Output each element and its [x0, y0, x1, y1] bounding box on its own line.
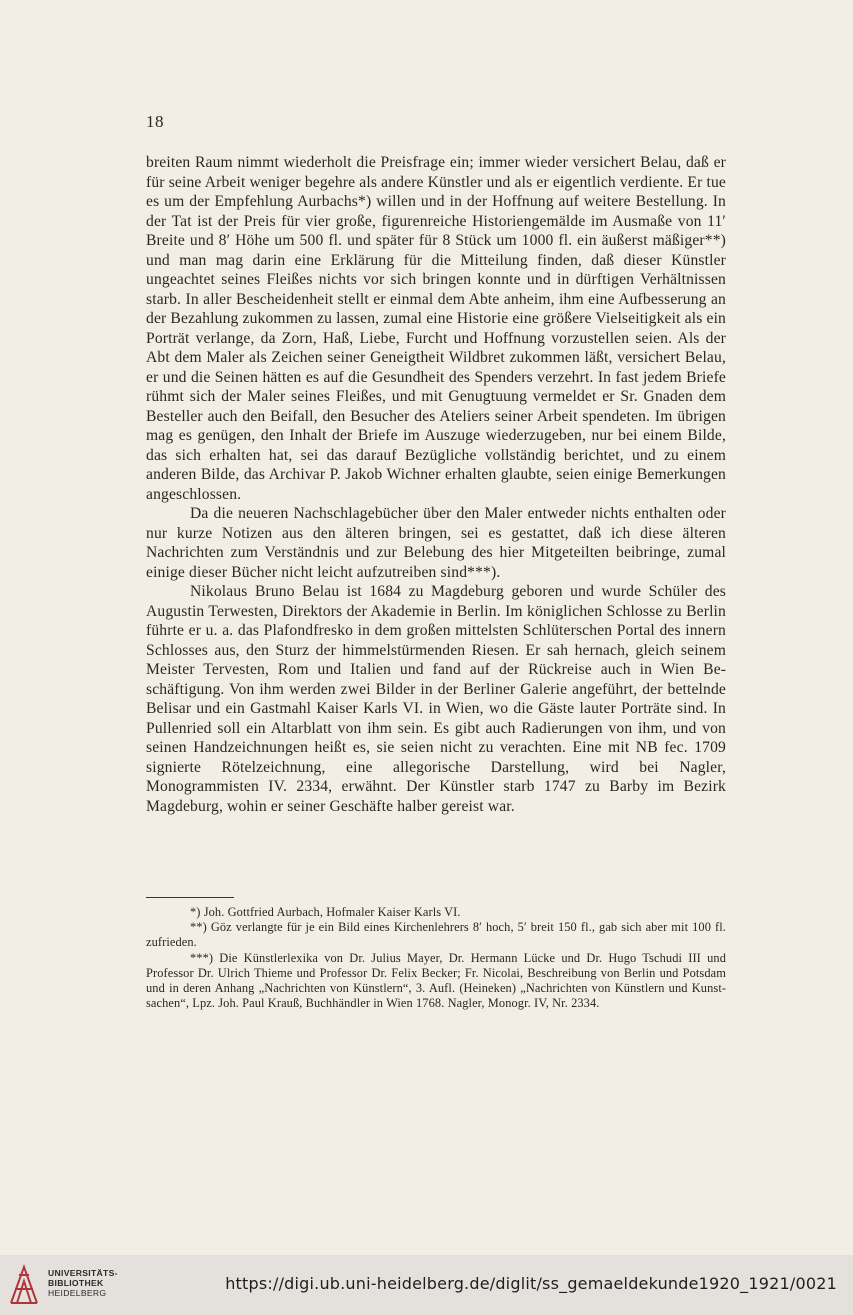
footnotes	[146, 905, 726, 1011]
footnote-3: ***) Die Künstlerlexika von Dr. Julius Mayer, Dr. Hermann Lücke und Dr. Hugo Tschudi III und Professor Dr. Ulrich Thieme und Professor Dr. Felix Becker; Fr. Nicolai, Beschreibung von Berlin und Potsdam und in deren Anhang „Nachrichten von Künstlern“, 3. Aufl. (Heineken) „Nachrichten von Künstlern und Kunstsachen“, Lpz. Joh. Paul Krauß, Buchhändler in Wien 1768. Nagler, Monogr. IV, Nr. 2334.	[146, 950, 726, 1011]
paragraph-3: Nikolaus Bruno Belau ist 1684 zu Magdeburg geboren und wurde Schüler des Augustin Terwesten, Direktors der Akademie in Berlin. Im königlichen Schlosse zu Berlin führte er u. a. das Plafondfresko in dem großen mittelsten Schlüterschen Portal des innern Schlosses aus, den Sturz der himmelstürmenden Riesen. Er sah hernach, gleich seinem Meister Tervesten, Rom und Italien und fand auf der Rückreise auch in Wien Beschäftigung. Von ihm werden zwei Bilder in der Berliner Galerie angeführt, der bettelnde Belisar und ein Gastmahl Kaiser Karls VI. in Wien, wo die Gäste lauter Porträte sind. In Pullenried soll ein Altarblatt von ihm sein. Es gibt auch Radierungen von ihm, und von seinen Handzeichnungen heißt es, sie seien nicht zu verachten. Eine mit NB fec. 1709 signierte Rötelzeichnung, eine allegorische Darstellung, wird bei Nagler, Monogrammisten IV. 2334, erwähnt. Der Künstler starb 1747 zu Barby im Bezirk Magdeburg, wohin er seiner Geschäfte halber gereist war.	[146, 583, 726, 815]
page-number: 18	[146, 112, 164, 131]
library-line-1: UNIVERSITÄTS-	[48, 1268, 118, 1278]
paragraph-1: breiten Raum nimmt wiederholt die Preisfrage ein; immer wieder versichert Belau, daß er für seine Arbeit weniger begehre als andere Künstler und als er eigentlich verdiente. Er tue es um der Empfehlung Aurbachs*) willen und in der Hoffnung auf weitere Bestellung. In der Tat ist der Preis für vier große, figurenreiche Historiengemälde im Ausmaße von 11′ Breite und 8′ Höhe um 500 fl. und später für 8 Stück um 1000 fl. ein äußerst mäßiger**) und man mag darin eine Erklärung für die Mitteilung finden, daß dieser Künstler ungeachtet seines Fleißes nichts vor sich bringen konnte und in dürftigen Verhältnissen starb. In aller Bescheidenheit stellt er einmal dem Abte anheim, ihm eine Aufbesserung an der Bezahlung zukommen zu lassen, zumal eine Historie eine größere Vielseitigkeit als ein Porträt verlange, da Zorn, Haß, Liebe, Furcht und Hoffnung vorzustellen seien. Als der Abt dem Maler als Zeichen seiner Geneigtheit Wildbret zukommen läßt, versichert Belau, er und die Seinen hätten es auf die Gesundheit des Spenders verzehrt. In fast jedem Briefe rühmt sich der Maler seines Fleißes, und mit Genugtuung vermeldet er Sr. Gnaden dem Besteller auch den Beifall, den Besucher des Ateliers seiner Arbeit spendeten. Im übrigen mag es genügen, den Inhalt der Briefe im Auszuge wiederzugeben, nur bei einem Bilde, das sich erhalten hat, sei das darauf Bezügliche vollständig berichtet, und zu einem anderen Bilde, das Archivar P. Jakob Wichner erhalten glaubte, seien einige Bemerkungen angeschlossen.	[146, 154, 726, 503]
library-line-3: HEIDELBERG	[48, 1288, 107, 1298]
library-name[interactable]	[48, 1268, 118, 1298]
heidelberg-seal-icon[interactable]	[8, 1261, 40, 1307]
paragraph-2: Da die neueren Nachschlagebücher über den Maler entweder nichts enthalten oder nur kurze Notizen aus den älteren bringen, sei es gestattet, daß ich diese älteren Nachrichten zum Verständnis und zur Belebung des hier Mitgeteilten beibringe, zumal einige dieser Bücher nicht leicht aufzutreiben sind***).	[146, 505, 726, 581]
footnote-2: **) Göz verlangte für je ein Bild eines Kirchenlehrers 8′ hoch, 5′ breit 150 fl., gab sich aber mit 100 fl. zufrieden.	[146, 920, 726, 950]
library-line-2: BIBLIOTHEK	[48, 1278, 104, 1288]
viewer-footer	[0, 1255, 853, 1315]
footnote-1: *) Joh. Gottfried Aurbach, Hofmaler Kaiser Karls VI.	[190, 905, 461, 919]
permalink-url[interactable]: https://digi.ub.uni-heidelberg.de/diglit/ss_gemaeldekunde1920_1921/0021	[225, 1274, 837, 1293]
footnote-divider	[146, 897, 234, 898]
body-text	[146, 153, 726, 816]
